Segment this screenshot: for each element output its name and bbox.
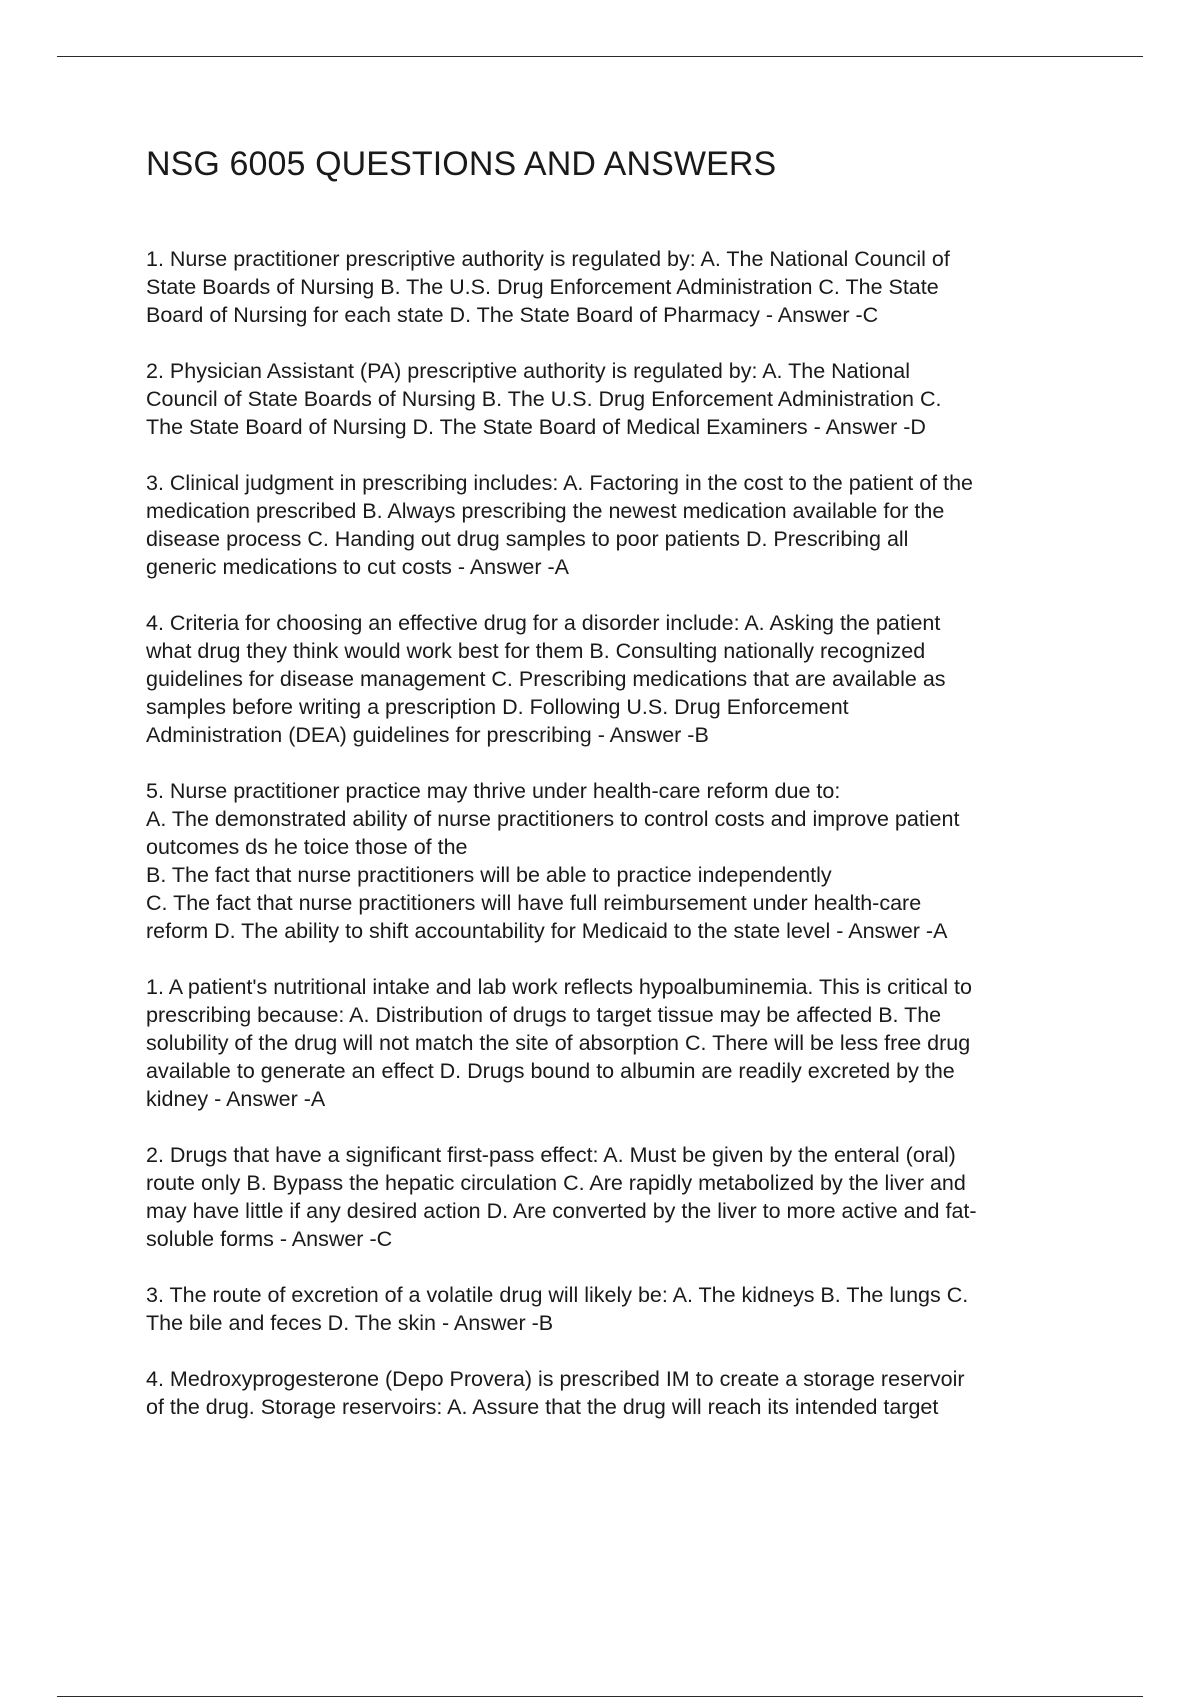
qa-line: The State Board of Nursing D. The State Board of Medical Examiners - Answer -D (146, 415, 926, 439)
qa-item-8 (146, 1281, 1086, 1337)
qa-line: samples before writing a prescription D. Following U.S. Drug Enforcement (146, 695, 849, 719)
qa-line: route only B. Bypass the hepatic circulation C. Are rapidly metabolized by the liver and (146, 1171, 966, 1195)
qa-line: 4. Medroxyprogesterone (Depo Provera) is prescribed IM to create a storage reservoir (146, 1367, 965, 1391)
qa-item-5 (146, 777, 1086, 945)
qa-line: solubility of the drug will not match the site of absorption C. There will be less free drug (146, 1031, 971, 1055)
qa-line: reform D. The ability to shift accountability for Medicaid to the state level - Answer -A (146, 919, 948, 943)
qa-line: C. The fact that nurse practitioners will have full reimbursement under health-care (146, 891, 922, 915)
qa-item-1 (146, 245, 1086, 329)
qa-line: kidney - Answer -A (146, 1087, 326, 1111)
qa-line: A. The demonstrated ability of nurse practitioners to control costs and improve patient (146, 807, 960, 831)
qa-line: 1. Nurse practitioner prescriptive authority is regulated by: A. The National Council of (146, 247, 950, 271)
qa-line: may have little if any desired action D. Are converted by the liver to more active and fat- (146, 1199, 977, 1223)
qa-line: guidelines for disease management C. Prescribing medications that are available as (146, 667, 946, 691)
qa-item-2 (146, 357, 1086, 441)
qa-line: disease process C. Handing out drug samples to poor patients D. Prescribing all (146, 527, 909, 551)
qa-line: The bile and feces D. The skin - Answer -B (146, 1311, 554, 1335)
qa-line: generic medications to cut costs - Answer -A (146, 555, 570, 579)
qa-item-6 (146, 973, 1086, 1113)
qa-line: 3. Clinical judgment in prescribing includes: A. Factoring in the cost to the patient of the (146, 471, 974, 495)
qa-item-3 (146, 469, 1086, 581)
qa-item-4 (146, 609, 1086, 749)
qa-line: 2. Drugs that have a significant first-pass effect: A. Must be given by the enteral (oral) (146, 1143, 956, 1167)
qa-line: 2. Physician Assistant (PA) prescriptive authority is regulated by: A. The National (146, 359, 911, 383)
qa-line: medication prescribed B. Always prescribing the newest medication available for the (146, 499, 945, 523)
qa-item-7 (146, 1141, 1086, 1253)
qa-line: soluble forms - Answer -C (146, 1227, 393, 1251)
qa-line: State Boards of Nursing B. The U.S. Drug Enforcement Administration C. The State (146, 275, 939, 299)
qa-line: 3. The route of excretion of a volatile drug will likely be: A. The kidneys B. The lungs C. (146, 1283, 969, 1307)
qa-line: Administration (DEA) guidelines for prescribing - Answer -B (146, 723, 709, 747)
document-body (146, 143, 1086, 1449)
bottom-rule (57, 1696, 1143, 1697)
qa-line: of the drug. Storage reservoirs: A. Assure that the drug will reach its intended target (146, 1395, 939, 1419)
qa-line: prescribing because: A. Distribution of drugs to target tissue may be affected B. The (146, 1003, 942, 1027)
qa-line: outcomes ds he toice those of the (146, 835, 468, 859)
page-title: NSG 6005 QUESTIONS AND ANSWERS (146, 145, 777, 183)
qa-line: 5. Nurse practitioner practice may thrive under health-care reform due to: (146, 779, 841, 803)
qa-item-9 (146, 1365, 1086, 1421)
qa-line: 4. Criteria for choosing an effective drug for a disorder include: A. Asking the patient (146, 611, 941, 635)
qa-line: available to generate an effect D. Drugs bound to albumin are readily excreted by the (146, 1059, 955, 1083)
qa-line: Board of Nursing for each state D. The State Board of Pharmacy - Answer -C (146, 303, 879, 327)
top-rule (57, 56, 1143, 57)
qa-line: Council of State Boards of Nursing B. The U.S. Drug Enforcement Administration C. (146, 387, 942, 411)
qa-line: B. The fact that nurse practitioners will be able to practice independently (146, 863, 832, 887)
qa-line: 1. A patient's nutritional intake and lab work reflects hypoalbuminemia. This is critical to (146, 975, 972, 999)
qa-line: what drug they think would work best for them B. Consulting nationally recognized (146, 639, 926, 663)
